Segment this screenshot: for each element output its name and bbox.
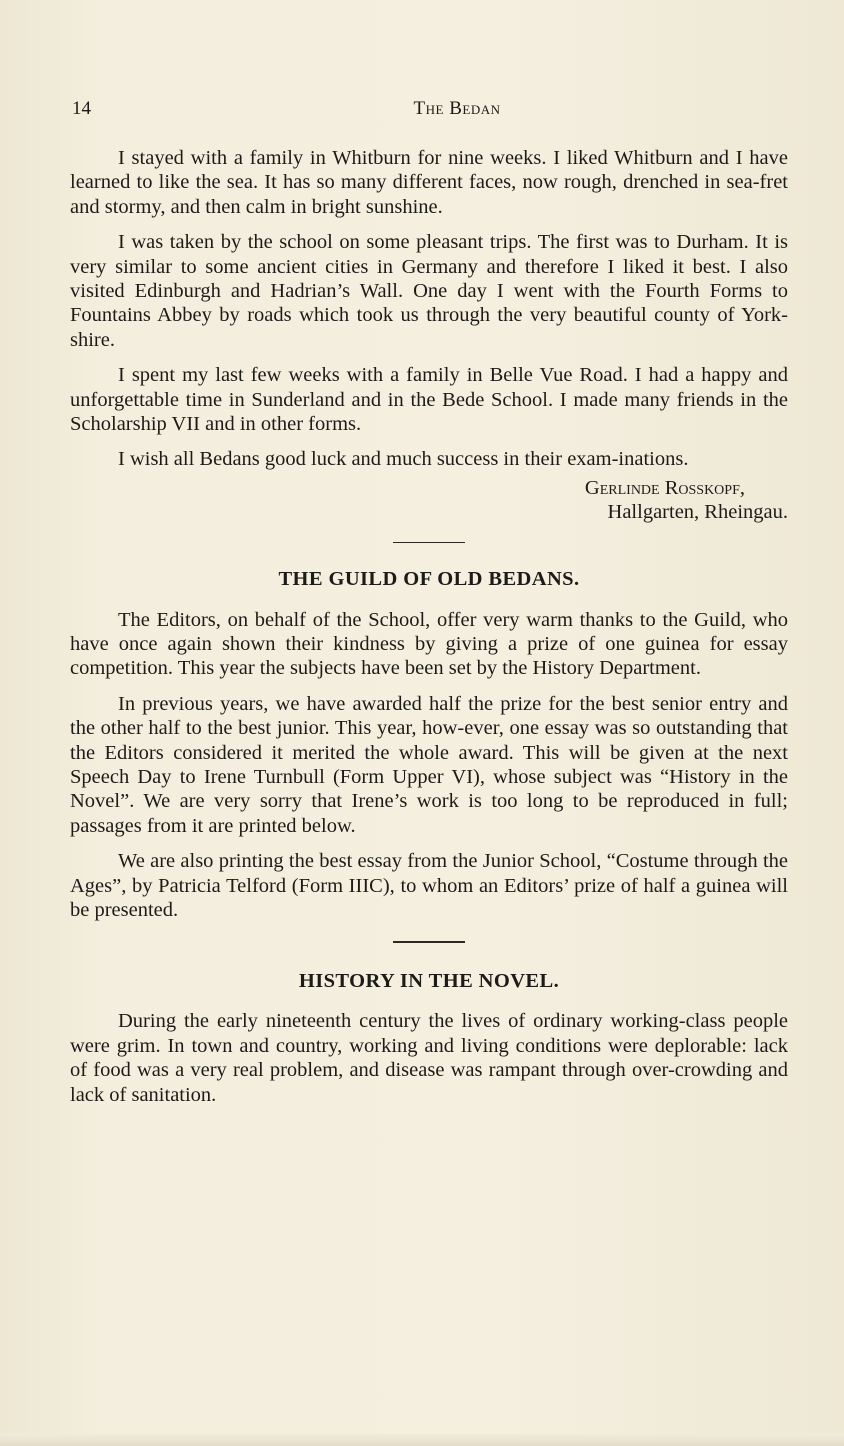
paragraph: I spent my last few weeks with a family in Belle Vue Road. I had a happy and unforgettable time in Sunderland and in the Bede School. I made many friends in the Scholarship VII and in other forms. — [70, 364, 788, 436]
letter-section — [70, 146, 788, 525]
history-section — [70, 969, 788, 1107]
paragraph: The Editors, on behalf of the School, offer very warm thanks to the Guild, who have once again shown their kindness by giving a prize of one guinea for essay competition. This year the subjects have been set by the History Department. — [70, 608, 788, 680]
guild-heading: THE GUILD OF OLD BEDANS. — [278, 568, 580, 591]
running-title: The Bedan — [413, 98, 501, 119]
paragraph: I wish all Bedans good luck and much success in their exam-inations. — [118, 448, 689, 471]
page-number: 14 — [72, 98, 91, 119]
guild-section — [70, 567, 788, 922]
signature-name: Gerlinde Rosskopf, — [584, 476, 745, 499]
signature-place: Hallgarten, Rheingau. — [607, 501, 788, 524]
page-content — [70, 146, 788, 1118]
page-header — [70, 98, 788, 128]
paragraph: I stayed with a family in Whitburn for nine weeks. I liked Whitburn and I have learned to like the sea. It has so many different faces, now rough, drenched in sea-fret and stormy, and then calm in bright sunshine. — [70, 147, 788, 218]
section-divider — [393, 542, 465, 544]
page-bottom-edge — [0, 1434, 844, 1446]
history-heading: HISTORY IN THE NOVEL. — [298, 969, 560, 992]
signature — [70, 476, 788, 525]
paragraph: In previous years, we have awarded half the prize for the best senior entry and the other half to the best junior. This year, how-ever, one essay was so outstanding that the Editors considered it merited the whole award. This will be given at the next Speech Day to Irene Turnbull (Form Upper VI), whose subject was “History in the Novel”. We are very sorry that Irene’s work is too long to be reproduced in full; passages from it are printed below. — [70, 692, 788, 837]
paragraph: We are also printing the best essay from the Junior School, “Costume through the Ages”, by Patricia Telford (Form IIIC), to whom an Editors’ prize of half a guinea will be presented. — [70, 850, 788, 922]
paragraph: During the early nineteenth century the lives of ordinary working-class people were grim. In town and country, working and living conditions were deplorable: lack of food was a very real problem, and disease was rampant through over-crowding and lack of sanitation. — [70, 1010, 788, 1106]
section-divider — [393, 941, 465, 943]
paragraph: I was taken by the school on some pleasant trips. The first was to Durham. It is very similar to some ancient cities in Germany and therefore I liked it best. I also visited Edinburgh and Hadrian’s Wall. One day I went with the Fourth Forms to Fountains Abbey by roads which took us through the very beautiful county of York-shire. — [70, 231, 788, 351]
